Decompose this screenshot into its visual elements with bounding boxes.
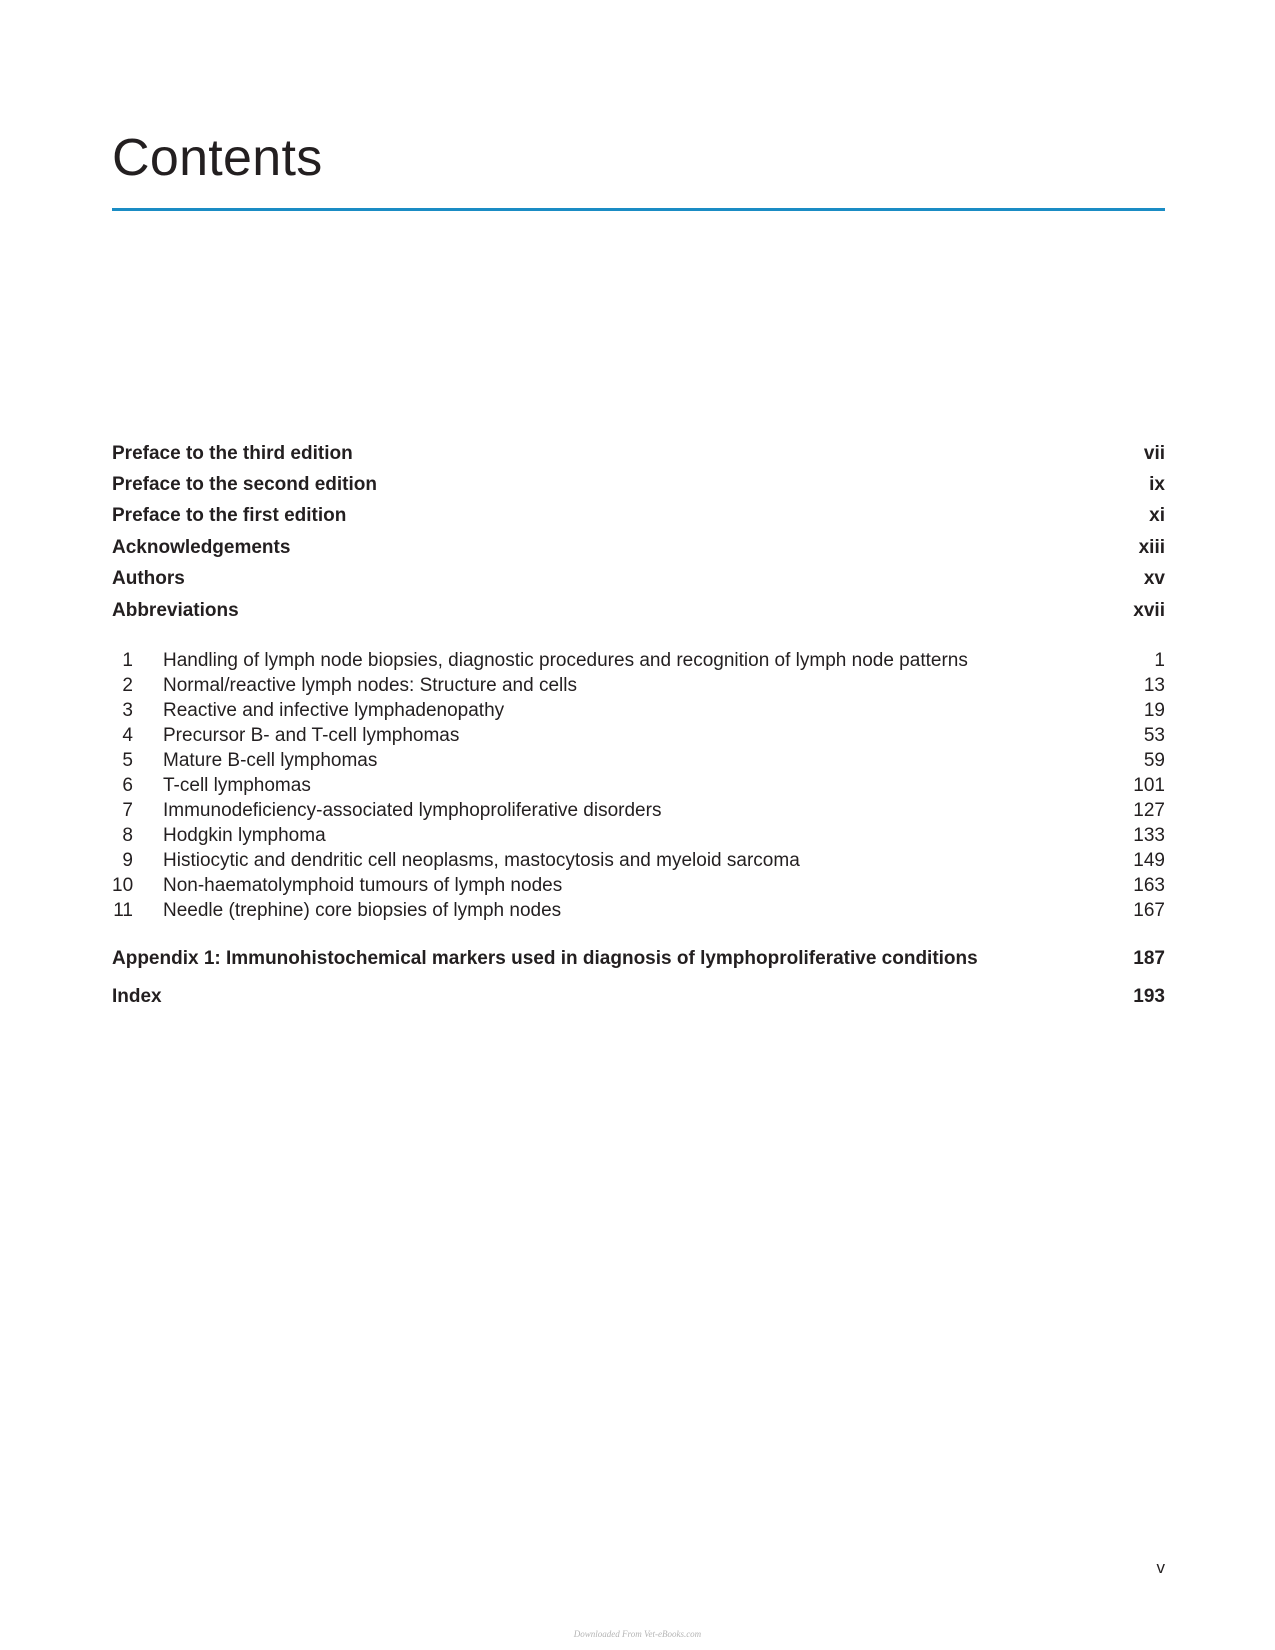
chapter-number: 10: [112, 874, 134, 896]
toc-entry-page: xi: [1149, 505, 1165, 527]
chapter-title: Immunodeficiency-associated lymphoproliferative disorders: [163, 799, 662, 821]
toc-entry-title: Acknowledgements: [112, 536, 291, 558]
chapter-list: [112, 648, 1165, 923]
chapter-title: Hodgkin lymphoma: [163, 824, 326, 846]
toc-entry-acknowledgements[interactable]: [112, 532, 1165, 563]
toc-entry-title: Authors: [112, 568, 185, 590]
chapter-page: 163: [1133, 874, 1165, 896]
page-number: v: [1156, 1558, 1165, 1577]
chapter-number: 5: [122, 749, 133, 771]
toc-entry-page: 193: [1133, 986, 1165, 1007]
front-matter-list: [112, 438, 1165, 626]
toc-entry-page: 187: [1133, 948, 1165, 969]
toc-entry-title: Abbreviations: [112, 599, 239, 621]
chapter-title: Histiocytic and dendritic cell neoplasms, mastocytosis and myeloid sarcoma: [163, 849, 800, 871]
toc-entry-title: Index: [112, 986, 162, 1007]
watermark: Downloaded From Vet-eBooks.com: [573, 1629, 702, 1639]
chapter-page: 1: [1154, 649, 1165, 671]
chapter-title: Needle (trephine) core biopsies of lymph nodes: [163, 899, 562, 921]
toc-chapter-6[interactable]: [112, 773, 1165, 798]
title-rule: [112, 208, 1165, 211]
chapter-page: 101: [1133, 774, 1165, 796]
toc-chapter-7[interactable]: [112, 798, 1165, 823]
toc-entry-appendix-1[interactable]: [112, 945, 1165, 973]
toc-entry-page: vii: [1143, 442, 1165, 464]
chapter-number: 3: [122, 699, 133, 721]
chapter-page: 167: [1133, 899, 1165, 921]
chapter-title: Reactive and infective lymphadenopathy: [163, 699, 505, 721]
toc-entry-page: xiii: [1138, 536, 1165, 558]
chapter-page: 133: [1133, 824, 1165, 846]
toc-chapter-8[interactable]: [112, 823, 1165, 848]
toc-entry-title: Preface to the second edition: [112, 474, 377, 496]
toc-entry-page: xvii: [1133, 599, 1165, 621]
toc-entry-preface-second[interactable]: [112, 469, 1165, 500]
chapter-number: 4: [122, 724, 133, 746]
toc-chapter-1[interactable]: [112, 648, 1165, 673]
toc-chapter-4[interactable]: [112, 723, 1165, 748]
chapter-number: 1: [122, 649, 133, 671]
toc-entry-title: Appendix 1: Immunohistochemical markers used in diagnosis of lymphoproliferative conditions: [112, 948, 978, 969]
chapter-title: T-cell lymphomas: [163, 774, 311, 796]
toc-chapter-2[interactable]: [112, 673, 1165, 698]
chapter-page: 13: [1143, 674, 1165, 696]
chapter-number: 11: [113, 899, 133, 921]
toc-entry-title: Preface to the third edition: [112, 442, 353, 464]
chapter-page: 19: [1143, 699, 1165, 721]
chapter-title: Handling of lymph node biopsies, diagnostic procedures and recognition of lymph node patterns: [163, 649, 968, 671]
chapter-title: Non-haematolymphoid tumours of lymph nodes: [163, 874, 563, 896]
chapter-page: 127: [1133, 799, 1165, 821]
back-matter-list: [112, 945, 1165, 1011]
toc-entry-authors[interactable]: [112, 564, 1165, 595]
toc-chapter-10[interactable]: [112, 873, 1165, 898]
chapter-number: 8: [122, 824, 133, 846]
chapter-number: 9: [122, 849, 133, 871]
chapter-title: Mature B-cell lymphomas: [163, 749, 378, 771]
toc-entry-page: xv: [1143, 568, 1165, 590]
toc-chapter-11[interactable]: [112, 898, 1165, 923]
toc-entry-index[interactable]: [112, 983, 1165, 1011]
chapter-page: 59: [1143, 749, 1165, 771]
toc-chapter-9[interactable]: [112, 848, 1165, 873]
toc-chapter-5[interactable]: [112, 748, 1165, 773]
chapter-page: 53: [1143, 724, 1165, 746]
chapter-number: 2: [122, 674, 133, 696]
chapter-number: 7: [122, 799, 133, 821]
toc-entry-title: Preface to the first edition: [112, 505, 347, 527]
toc-entry-page: ix: [1149, 474, 1165, 496]
chapter-number: 6: [122, 774, 133, 796]
toc-chapter-3[interactable]: [112, 698, 1165, 723]
chapter-page: 149: [1133, 849, 1165, 871]
toc-entry-preface-third[interactable]: [112, 438, 1165, 469]
chapter-title: Normal/reactive lymph nodes: Structure and cells: [163, 674, 577, 696]
chapter-title: Precursor B- and T-cell lymphomas: [163, 724, 460, 746]
page-title: Contents: [112, 129, 323, 187]
toc-entry-abbreviations[interactable]: [112, 595, 1165, 626]
toc-entry-preface-first[interactable]: [112, 501, 1165, 532]
